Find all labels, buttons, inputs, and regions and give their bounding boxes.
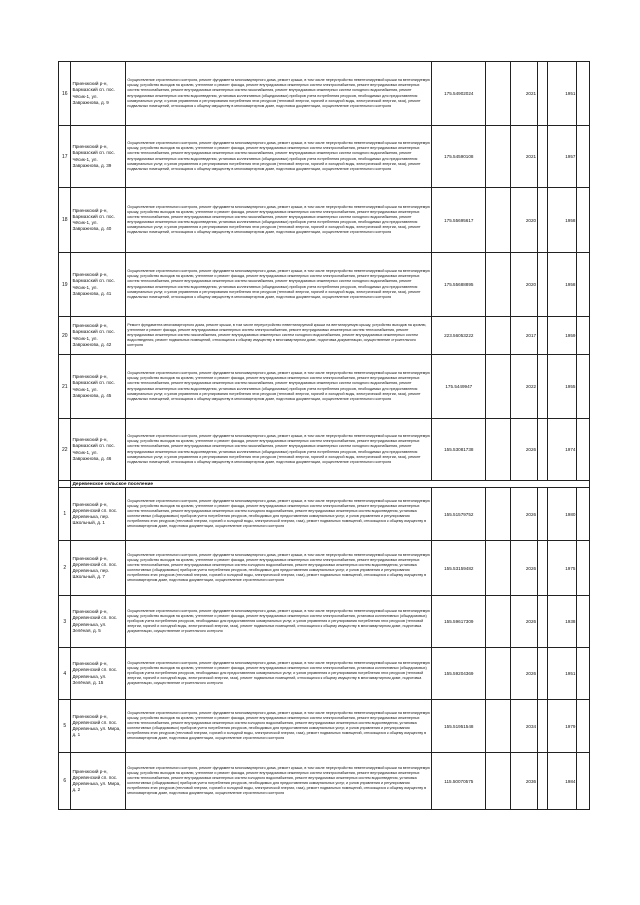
row-number: 22 [59, 419, 71, 481]
row-empty-cell [577, 253, 590, 317]
row-empty-cell [486, 126, 511, 188]
table-row [59, 62, 590, 126]
row-built-year: 1975 [548, 541, 577, 596]
row-empty-cell [577, 126, 590, 188]
row-year: 2026 [511, 648, 538, 700]
row-empty-cell [486, 753, 511, 810]
row-address: Приенжский р-н, Деревенский сп. пос. Деревенька, ул. Мира, д. 2 [71, 753, 126, 810]
row-built-year: 1938 [548, 596, 577, 648]
table-row [59, 253, 590, 317]
row-number: 20 [59, 317, 71, 355]
row-empty-cell [486, 253, 511, 317]
row-empty-cell [577, 488, 590, 541]
row-built-year: 1974 [548, 419, 577, 481]
row-address: Приенжский р-н, Бармазский сп. пос. Чёсик-1, ул. Завражнова, д. 42 [71, 317, 126, 355]
row-works: Осуществление строительного контроля, ремонт фундамента многоквартирного дома, ремонт крыши, в том числе переустройство невентилируемой крыши на вентилируемую крышу, устройство выходов на кровлю, утепление и ремонт фасада, ремонт внутридомовых инженерных систем электроснабжения, ремонт внутридомовых инженерных систем теплоснабжения, ремонт внутридомовых инженерных систем холодного водоснабжения, ремонт внутридомовых инженерных систем водоотведения, установка коллективных (общедомовых) приборов учета потребления ресурсов, необходимых для предоставления коммунальных услуг, и узлов управления и регулирования потребления этих ресурсов (тепловой энергии, горячей и холодной воды, электрической энергии, газа), ремонт подвальных помещений, относящихся к общему имуществу в многоквартирном доме, подготовка документации, осуществление строительного контроля [126, 753, 432, 810]
table-body-derevenskoe [59, 488, 590, 810]
section-title: Деревенское сельское поселение [71, 481, 590, 488]
table-row [59, 355, 590, 419]
row-works: Осуществление строительного контроля, ремонт фундамента многоквартирного дома, ремонт крыши, в том числе переустройство невентилируемой крыши на вентилируемую крышу, устройство выходов на кровлю, утепление и ремонт фасада, ремонт внутридомовых инженерных систем электроснабжения, ремонт внутридомовых инженерных систем теплоснабжения, ремонт внутридомовых инженерных систем газоснабжения, ремонт внутридомовых инженерных систем холодного водоснабжения, ремонт внутридомовых инженерных систем водоотведения, установка коллективных (общедомовых) приборов учета потребления ресурсов, необходимых для предоставления коммунальных услуг, и узлов управления и регулирования потребления этих ресурсов (тепловой энергии, горячей и холодной воды, электрической энергии, газа), ремонт подвальных помещений, относящихся к общему имуществу в многоквартирном доме, подготовка документации, осуществление строительного контроля [126, 126, 432, 188]
row-empty-cell [486, 419, 511, 481]
table-row [59, 317, 590, 355]
row-empty-cell [538, 648, 548, 700]
row-number: 17 [59, 126, 71, 188]
row-cost: 175.5449947 [432, 355, 486, 419]
row-number: 19 [59, 253, 71, 317]
section-row [59, 481, 590, 488]
row-number: 1 [59, 488, 71, 541]
row-year: 2020 [511, 253, 538, 317]
row-year: 2026 [511, 596, 538, 648]
row-empty-cell [538, 753, 548, 810]
row-cost: 175.54590108 [432, 126, 486, 188]
row-empty-cell [577, 596, 590, 648]
table-body-barmaz [59, 62, 590, 481]
row-empty-cell [577, 317, 590, 355]
row-address: Приенжский р-н, Бармазский сп. пос. Чёсик-1, ул. Завражнова, д. 9 [71, 62, 126, 126]
row-year: 2022 [511, 355, 538, 419]
row-empty-cell [538, 355, 548, 419]
row-built-year: 1979 [548, 700, 577, 753]
row-empty-cell [538, 253, 548, 317]
row-built-year: 1959 [548, 317, 577, 355]
row-empty-cell [577, 753, 590, 810]
row-cost: 115.50070575 [432, 753, 486, 810]
row-year: 2017 [511, 317, 538, 355]
row-empty-cell [577, 62, 590, 126]
row-empty-cell [538, 700, 548, 753]
row-address: Приенжский р-н, Деревенский сп. пос. Деревенька, пер. Школьный, д. 1 [71, 488, 126, 541]
row-year: 2034 [511, 700, 538, 753]
row-empty-cell [538, 188, 548, 253]
row-year: 2021 [511, 126, 538, 188]
table-row [59, 488, 590, 541]
row-cost: 223.56053222 [432, 317, 486, 355]
row-empty-cell [538, 488, 548, 541]
table-row [59, 700, 590, 753]
row-works: Осуществление строительного контроля, ремонт фундамента многоквартирного дома, ремонт крыши, в том числе переустройство невентилируемой крыши на вентилируемую крышу, устройство выходов на кровлю, утепление и ремонт фасада, ремонт внутридомовых инженерных систем электроснабжения, ремонт внутридомовых инженерных систем теплоснабжения, ремонт внутридомовых инженерных систем газоснабжения, ремонт внутридомовых инженерных систем холодного водоснабжения, ремонт внутридомовых инженерных систем водоотведения, установка коллективных (общедомовых) приборов учета потребления ресурсов, необходимых для предоставления коммунальных услуг, и узлов управления и регулирования потребления этих ресурсов (тепловой энергии, горячей и холодной воды, электрической энергии, газа), ремонт подвальных помещений, относящихся к общему имуществу в многоквартирном доме, подготовка документации, осуществление строительного контроля [126, 62, 432, 126]
row-empty-cell [538, 62, 548, 126]
row-empty-cell [577, 700, 590, 753]
row-year: 2020 [511, 188, 538, 253]
row-empty-cell [486, 700, 511, 753]
row-year: 2021 [511, 62, 538, 126]
row-built-year: 1957 [548, 126, 577, 188]
table-row [59, 541, 590, 596]
row-number: 2 [59, 541, 71, 596]
section-empty-cell [59, 481, 71, 488]
row-cost: 155.51579752 [432, 488, 486, 541]
row-year: 2026 [511, 541, 538, 596]
row-empty-cell [577, 541, 590, 596]
row-built-year: 1955 [548, 355, 577, 419]
capital-repair-table [58, 61, 590, 810]
row-address: Приенжский р-н, Бармазский сп. пос. Чёсик-1, ул. Завражнова, д. 45 [71, 355, 126, 419]
row-address: Приенжский р-н, Деревенский сп. пос. Деревенька, ул. Мира, д. 1 [71, 700, 126, 753]
row-address: Приенжский р-н, Бармазский сп. пос. Чёсик-1, ул. Завражнова, д. 39 [71, 126, 126, 188]
row-cost: 175.55688895 [432, 253, 486, 317]
row-built-year: 1958 [548, 188, 577, 253]
row-number: 6 [59, 753, 71, 810]
row-works: Осуществление строительного контроля, ремонт фундамента многоквартирного дома, ремонт крыши, в том числе переустройство невентилируемой крыши на вентилируемую крышу, устройство выходов на кровлю, утепление и ремонт фасада, ремонт внутридомовых инженерных систем электроснабжения, ремонт внутридомовых инженерных систем теплоснабжения, ремонт внутридомовых инженерных систем газоснабжения, ремонт внутридомовых инженерных систем холодного водоснабжения, ремонт внутридомовых инженерных систем водоотведения, установка коллективных (общедомовых) приборов учета потребления ресурсов, необходимых для предоставления коммунальных услуг, и узлов управления и регулирования потребления этих ресурсов (тепловой энергии, горячей и холодной воды, электрической энергии, газа), ремонт подвальных помещений, относящихся к общему имуществу в многоквартирном доме, подготовка документации, осуществление строительного контроля [126, 355, 432, 419]
row-number: 5 [59, 700, 71, 753]
row-works: Осуществление строительного контроля, ремонт фундамента многоквартирного дома, ремонт крыши, в том числе переустройство невентилируемой крыши на вентилируемую крышу, устройство выходов на кровлю, утепление и ремонт фасада, ремонт внутридомовых инженерных систем электроснабжения, ремонт внутридомовых инженерных систем теплоснабжения, ремонт внутридомовых инженерных систем холодного водоснабжения, ремонт внутридомовых инженерных систем водоотведения, установка коллективных (общедомовых) приборов учета потребления ресурсов, необходимых для предоставления коммунальных услуг, и узлов управления и регулирования потребления этих ресурсов (тепловой энергии, горячей и холодной воды, электрической энергии, газа), ремонт подвальных помещений, относящихся к общему имуществу в многоквартирном доме, подготовка документации, осуществление строительного контроля [126, 541, 432, 596]
row-empty-cell [486, 188, 511, 253]
row-works: Осуществление строительного контроля, ремонт фундамента многоквартирного дома, ремонт крыши, в том числе переустройство невентилируемой крыши на вентилируемую крышу, устройство выходов на кровлю, утепление и ремонт фасада, ремонт внутридомовых инженерных систем электроснабжения, ремонт внутридомовых инженерных систем теплоснабжения, ремонт внутридомовых инженерных систем газоснабжения, ремонт внутридомовых инженерных систем холодного водоснабжения, ремонт внутридомовых инженерных систем водоотведения, установка коллективных (общедомовых) приборов учета потребления ресурсов, необходимых для предоставления коммунальных услуг, и узлов управления и регулирования потребления этих ресурсов (тепловой энергии, горячей и холодной воды, электрической энергии, газа), ремонт подвальных помещений, относящихся к общему имуществу в многоквартирном доме, подготовка документации, осуществление строительного контроля [126, 188, 432, 253]
row-empty-cell [486, 317, 511, 355]
table-row [59, 596, 590, 648]
row-works: Осуществление строительного контроля, ремонт фундамента многоквартирного дома, ремонт крыши, в том числе переустройство невентилируемой крыши на вентилируемую крышу, устройство выходов на кровлю, утепление и ремонт фасада, ремонт внутридомовых инженерных систем электроснабжения, установка коллективных (общедомовых) приборов учета потребления ресурсов, необходимых для предоставления коммунальных услуг, и узлов управления и регулирования потребления этих ресурсов (тепловой энергии, горячей и холодной воды, электрической энергии, газа), ремонт подвальных помещений, относящихся к общему имуществу в многоквартирном доме, подготовка документации, осуществление строительного контроля [126, 648, 432, 700]
row-empty-cell [577, 648, 590, 700]
table-row [59, 188, 590, 253]
row-number: 4 [59, 648, 71, 700]
table-row [59, 126, 590, 188]
row-cost: 155.53159482 [432, 541, 486, 596]
row-year: 2026 [511, 419, 538, 481]
row-year: 2036 [511, 753, 538, 810]
row-empty-cell [577, 188, 590, 253]
row-year: 2026 [511, 488, 538, 541]
table-body-section [59, 481, 590, 488]
row-empty-cell [486, 62, 511, 126]
row-works: Осуществление строительного контроля, ремонт фундамента многоквартирного дома, ремонт крыши, в том числе переустройство невентилируемой крыши на вентилируемую крышу, устройство выходов на кровлю, утепление и ремонт фасада, ремонт внутридомовых инженерных систем электроснабжения, ремонт внутридомовых инженерных систем теплоснабжения, ремонт внутридомовых инженерных систем газоснабжения, ремонт внутридомовых инженерных систем холодного водоснабжения, ремонт внутридомовых инженерных систем водоотведения, установка коллективных (общедомовых) приборов учета потребления ресурсов, необходимых для предоставления коммунальных услуг, и узлов управления и регулирования потребления этих ресурсов (тепловой энергии, горячей и холодной воды, электрической энергии, газа), ремонт подвальных помещений, относящихся к общему имуществу в многоквартирном доме, подготовка документации, осуществление строительного контроля [126, 253, 432, 317]
row-empty-cell [538, 541, 548, 596]
row-built-year: 1984 [548, 753, 577, 810]
table-row [59, 753, 590, 810]
table-row [59, 419, 590, 481]
row-empty-cell [486, 596, 511, 648]
row-number: 16 [59, 62, 71, 126]
row-works: Осуществление строительного контроля, ремонт фундамента многоквартирного дома, ремонт крыши, в том числе переустройство невентилируемой крыши на вентилируемую крышу, устройство выходов на кровлю, утепление и ремонт фасада, ремонт внутридомовых инженерных систем электроснабжения, ремонт внутридомовых инженерных систем теплоснабжения, ремонт внутридомовых инженерных систем холодного водоснабжения, ремонт внутридомовых инженерных систем водоотведения, установка коллективных (общедомовых) приборов учета потребления ресурсов, необходимых для предоставления коммунальных услуг, и узлов управления и регулирования потребления этих ресурсов (тепловой энергии, горячей и холодной воды, электрической энергии, газа), ремонт подвальных помещений, относящихся к общему имуществу в многоквартирном доме, подготовка документации, осуществление строительного контроля [126, 488, 432, 541]
row-empty-cell [486, 355, 511, 419]
row-empty-cell [538, 317, 548, 355]
row-cost: 155.51951548 [432, 700, 486, 753]
row-number: 21 [59, 355, 71, 419]
row-empty-cell [538, 126, 548, 188]
row-empty-cell [486, 488, 511, 541]
row-address: Приенжский р-н, Бармазский сп. пос. Чёсик-1, ул. Завражнова, д. 40 [71, 188, 126, 253]
row-address: Приенжский р-н, Деревенский сп. пос. Деревенька, ул. Зелёная, д. 5 [71, 596, 126, 648]
row-built-year: 1951 [548, 62, 577, 126]
row-cost: 155.59617309 [432, 596, 486, 648]
row-empty-cell [538, 419, 548, 481]
row-number: 18 [59, 188, 71, 253]
row-empty-cell [577, 355, 590, 419]
row-built-year: 1951 [548, 648, 577, 700]
row-address: Приенжский р-н, Бармазский сп. пос. Чёсик-1, ул. Завражнова, д. 46 [71, 419, 126, 481]
row-number: 3 [59, 596, 71, 648]
row-works: Осуществление строительного контроля, ремонт фундамента многоквартирного дома, ремонт крыши, в том числе переустройство невентилируемой крыши на вентилируемую крышу, устройство выходов на кровлю, утепление и ремонт фасада, ремонт внутридомовых инженерных систем электроснабжения, ремонт внутридомовых инженерных систем теплоснабжения, ремонт внутридомовых инженерных систем холодного водоснабжения, ремонт внутридомовых инженерных систем водоотведения, установка коллективных (общедомовых) приборов учета потребления ресурсов, необходимых для предоставления коммунальных услуг, и узлов управления и регулирования потребления этих ресурсов (тепловой энергии, горячей и холодной воды, электрической энергии, газа), ремонт подвальных помещений, относящихся к общему имуществу в многоквартирном доме, подготовка документации, осуществление строительного контроля [126, 700, 432, 753]
row-cost: 155.53081738 [432, 419, 486, 481]
row-address: Приенжский р-н, Деревенский сп. пос. Деревенька, пер. Школьный, д. 7 [71, 541, 126, 596]
table-row [59, 648, 590, 700]
row-empty-cell [486, 648, 511, 700]
row-cost: 155.59204369 [432, 648, 486, 700]
row-cost: 175.55695617 [432, 188, 486, 253]
row-cost: 175.54902024 [432, 62, 486, 126]
row-empty-cell [538, 596, 548, 648]
row-address: Приенжский р-н, Деревенский сп. пос. Деревенька, ул. Зелёная, д. 15 [71, 648, 126, 700]
row-works: Осуществление строительного контроля, ремонт фундамента многоквартирного дома, ремонт крыши, в том числе переустройство невентилируемой крыши на вентилируемую крышу, устройство выходов на кровлю, утепление и ремонт фасада, ремонт внутридомовых инженерных систем электроснабжения, ремонт внутридомовых инженерных систем теплоснабжения, ремонт внутридомовых инженерных систем газоснабжения, ремонт внутридомовых инженерных систем холодного водоснабжения, ремонт внутридомовых инженерных систем водоотведения, установка коллективных (общедомовых) приборов учета потребления ресурсов, необходимых для предоставления коммунальных услуг, и узлов управления и регулирования потребления этих ресурсов (тепловой энергии, горячей и холодной воды, электрической энергии, газа), ремонт подвальных помещений, относящихся к общему имуществу в многоквартирном доме, подготовка документации, осуществление строительного контроля [126, 419, 432, 481]
row-empty-cell [486, 541, 511, 596]
row-works: Ремонт фундамента многоквартирного дома, ремонт крыши, в том числе переустройство невентилируемой крыши на вентилируемую крышу, устройство выходов на кровлю, утепление и ремонт фасада, ремонт внутридомовых инженерных систем электроснабжения, ремонт внутридомовых инженерных систем теплоснабжения, ремонт внутридомовых инженерных систем газоснабжения, ремонт внутридомовых инженерных систем холодного водоснабжения, ремонт внутридомовых инженерных систем водоотведения, ремонт подвальных помещений, относящихся к общему имуществу в многоквартирном доме, подготовка документации, осуществление строительного контроля [126, 317, 432, 355]
row-works: Осуществление строительного контроля, ремонт фундамента многоквартирного дома, ремонт крыши, в том числе переустройство невентилируемой крыши на вентилируемую крышу, устройство выходов на кровлю, утепление и ремонт фасада, ремонт внутридомовых инженерных систем электроснабжения, установка коллективных (общедомовых) приборов учета потребления ресурсов, необходимых для предоставления коммунальных услуг, и узлов управления и регулирования потребления этих ресурсов (тепловой энергии, горячей и холодной воды, электрической энергии, газа), ремонт подвальных помещений, относящихся к общему имуществу в многоквартирном доме, подготовка документации, осуществление строительного контроля [126, 596, 432, 648]
row-empty-cell [577, 419, 590, 481]
row-built-year: 1958 [548, 253, 577, 317]
row-built-year: 1980 [548, 488, 577, 541]
row-address: Приенжский р-н, Бармазский сп. пос. Чёсик-1, ул. Завражнова, д. 41 [71, 253, 126, 317]
